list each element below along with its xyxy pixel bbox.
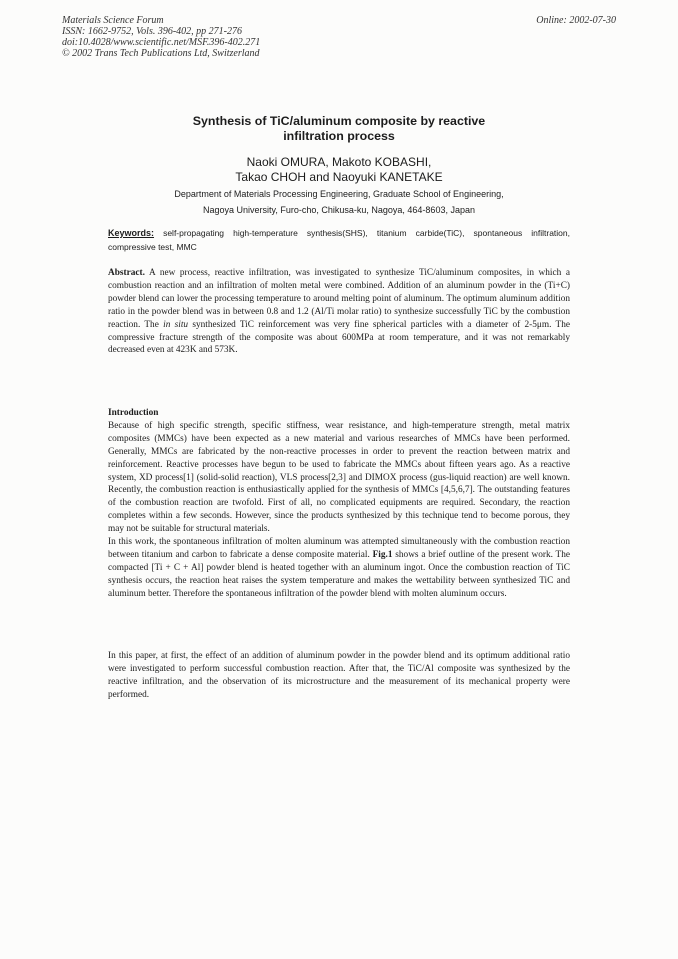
authors	[150, 155, 528, 185]
intro-paragraph-2	[108, 536, 570, 601]
intro-paragraph-3: In this paper, at first, the effect of an addition of aluminum powder in the powder blend and its optimum additional ratio were investigated to perform successful combustion reaction. After that, the TiC/Al composite was synthesized by the reactive infiltration, and the observation of its microstructure and the measurement of its mechanical property were performed.	[108, 651, 570, 700]
title-line-1: Synthesis of TiC/aluminum composite by reactive	[192, 114, 486, 128]
figure-reference: Fig.1	[372, 549, 393, 560]
online-date: Online: 2002-07-30	[536, 15, 616, 26]
issn-line: ISSN: 1662-9752, Vols. 396-402, pp 271-276	[62, 26, 242, 37]
keywords-label: Keywords:	[108, 228, 155, 238]
intro-paragraph-2b: shows a brief outline of the present work. The compacted [Ti + C + Al] powder blend is heated together with an aluminum ingot. Once the combustion reaction of TiC synthesis occurs, the reaction heat raises the system temperature and makes the wettability between synthesized TiC and aluminum better. Therefore the spontaneous infiltration of the powder blend with molten aluminum occurs.	[108, 549, 570, 599]
abstract-section	[108, 267, 570, 357]
authors-line-1: Naoki OMURA, Makoto KOBASHI,	[246, 155, 432, 169]
abstract-insitu: in situ	[163, 319, 189, 330]
title-line-2: infiltration process	[283, 129, 395, 143]
abstract-text-1: A new process, reactive infiltration, was investigated to synthesize TiC/aluminum composites, in which a combustion reaction and an infiltration of molten metal were combined. Addition of an aluminum powder in the (Ti+C) powder blend can lower the processing temperature to around melting point of aluminum. The optimum aluminum addition ratio in the powder blend was in between 0.8 and 1.2 (Al/Ti molar ratio) to synthesize successfully TiC by the combustion reaction. The	[108, 268, 571, 330]
intro-paragraph-1: Because of high specific strength, specific stiffness, wear resistance, and high-temperature strength, metal matrix composites (MMCs) have been expected as a new material and various researches of MMCs have been performed. Generally, MMCs are fabricated by the non-reactive processes in order to prevent the reaction between matrix and reinforcement. Reactive processes have begun to be used to fabricate the MMCs about fifteen years ago. As a reactive system, XD process[1] (solid-solid reaction), VLS process[2,3] and DIMOX process (gus-liquid reaction) are well known. Recently, the combustion reaction is enthusiastically applied for the synthesis of MMCs [4,5,6,7]. The outstanding features of the combustion reaction are twofold. First of all, no complicated equipments are required. Secondary, the reaction completes within a few seconds. However, since the products synthesized by this technique tend to become porous, they may not be suitable for structural materials.	[108, 420, 570, 535]
paper-title	[150, 114, 528, 144]
copyright-line: © 2002 Trans Tech Publications Ltd, Switzerland	[62, 48, 260, 59]
intro-paragraph-2a: In this work, the spontaneous infiltration of molten aluminum was attempted simultaneously with the combustion reaction between titanium and carbon to fabricate a dense composite material.	[108, 537, 570, 560]
keywords-text: self-propagating high-temperature synthesis(SHS), titanium carbide(TiC), spontaneous infiltration, compressive test, MMC	[108, 228, 570, 252]
journal-name: Materials Science Forum	[62, 15, 164, 26]
affiliation	[120, 186, 558, 218]
abstract-text-2: synthesized TiC reinforcement was very fine spherical particles with a diameter of 2-5μm. The compressive fracture strength of the composite was about 600MPa at room temperature, and it was not remarkably decreased even at 423K and 573K.	[108, 319, 571, 356]
introduction-heading: Introduction	[108, 408, 159, 418]
abstract-label: Abstract.	[108, 268, 145, 278]
introduction-section	[108, 407, 570, 601]
journal-header	[62, 15, 260, 59]
affiliation-line-2: Nagoya University, Furo-cho, Chikusa-ku, Nagoya, 464-8603, Japan	[203, 205, 475, 215]
affiliation-line-1: Department of Materials Processing Engineering, Graduate School of Engineering,	[174, 189, 504, 199]
keywords-section	[108, 227, 570, 254]
authors-line-2: Takao CHOH and Naoyuki KANETAKE	[235, 170, 443, 184]
doi-link[interactable]: doi:10.4028/www.scientific.net/MSF.396-402.271	[62, 37, 261, 48]
